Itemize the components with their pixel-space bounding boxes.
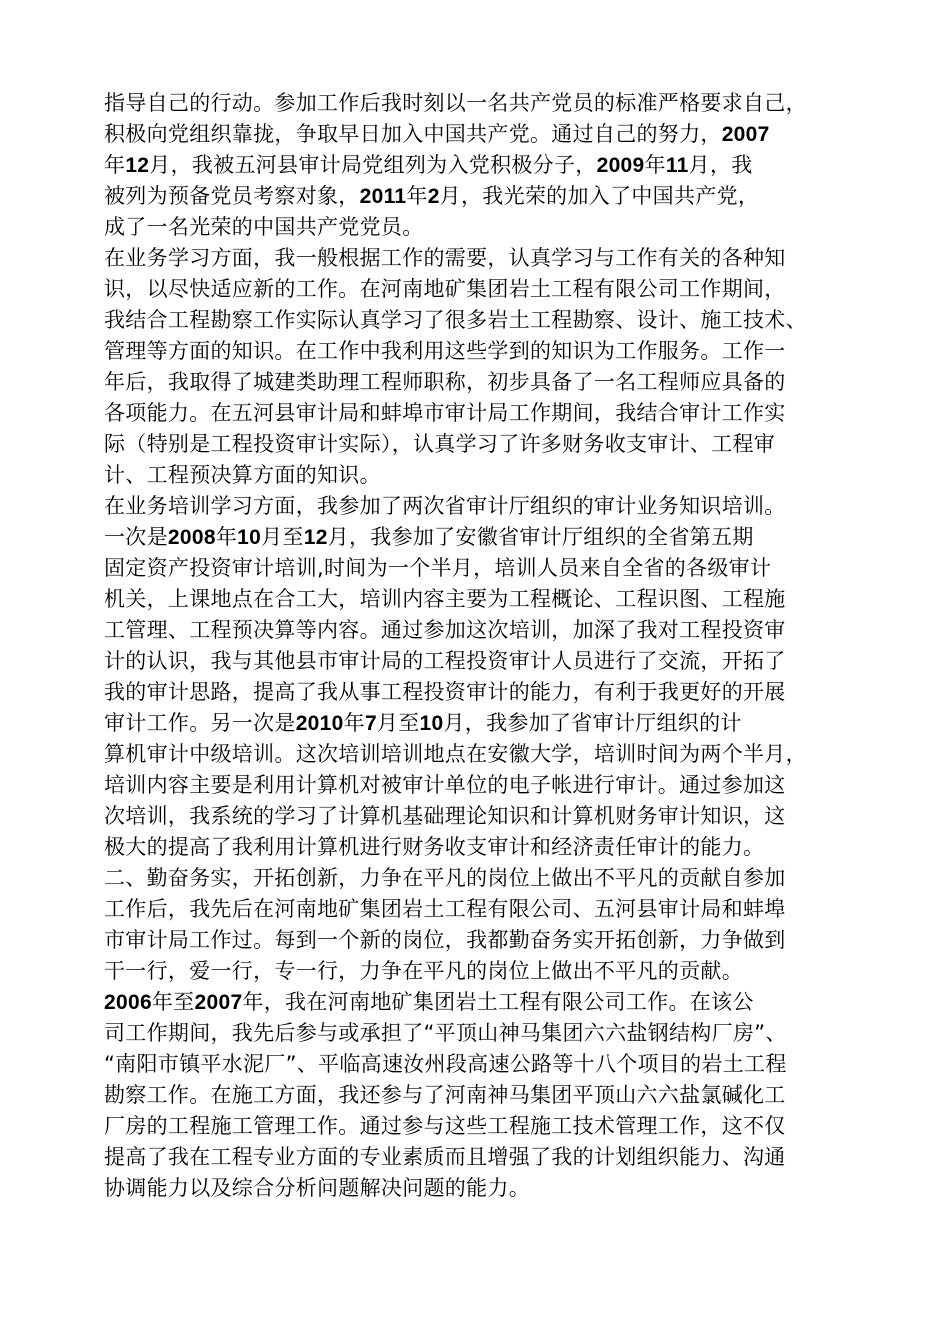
text-line: 成了一名光荣的中国共产党党员。: [104, 215, 424, 239]
document-body: [104, 88, 874, 1204]
text-line: 积极向党组织靠拢，争取早日加入中国共产党。通过自己的努力，2007: [104, 122, 770, 146]
text-line: 2006年至2007年，我在河南地矿集团岩土工程有限公司工作。在该公: [104, 990, 754, 1014]
text-line: 工作后，我先后在河南地矿集团岩土工程有限公司、五河县审计局和蚌埠: [104, 897, 786, 921]
text-line: 司工作期间，我先后参与或承担了“平顶山神马集团六六盐钢结构厂房”、: [104, 1021, 787, 1045]
text-line: 勘察工作。在施工方面，我还参与了河南神马集团平顶山六六盐氯碱化工: [104, 1083, 786, 1107]
text-line: 管理等方面的知识。在工作中我利用这些学到的知识为工作服务。工作一: [104, 339, 786, 363]
text-line: 审计工作。另一次是2010年7月至10月，我参加了省审计厅组织的计: [104, 711, 742, 735]
text-line: 年12月，我被五河县审计局党组列为入党积极分子，2009年11月，我: [104, 153, 753, 177]
text-line: 协调能力以及综合分析问题解决问题的能力。: [104, 1176, 530, 1200]
text-line: 在业务培训学习方面，我参加了两次省审计厅组织的审计业务知识培训。: [104, 494, 786, 518]
text-line: 次培训，我系统的学习了计算机基础理论知识和计算机财务审计知识，这: [104, 804, 786, 828]
text-line: 指导自己的行动。参加工作后我时刻以一名共产党员的标准严格要求自己，: [104, 91, 807, 115]
text-line: 我结合工程勘察工作实际认真学习了很多岩土工程勘察、设计、施工技术、: [104, 308, 807, 332]
text-line: 工管理、工程预决算等内容。通过参加这次培训，加深了我对工程投资审: [104, 618, 786, 642]
text-line: 培训内容主要是利用计算机对被审计单位的电子帐进行审计。通过参加这: [104, 773, 786, 797]
text-line: 计的认识，我与其他县市审计局的工程投资审计人员进行了交流，开拓了: [104, 649, 786, 673]
text-line: 算机审计中级培训。这次培训培训地点在安徽大学，培训时间为两个半月，: [104, 742, 807, 766]
text-line: 厂房的工程施工管理工作。通过参与这些工程施工技术管理工作，这不仅: [104, 1114, 786, 1138]
text-line: 提高了我在工程专业方面的专业素质而且增强了我的计划组织能力、沟通: [104, 1145, 786, 1169]
text-line: “南阳市镇平水泥厂”、平临高速汝州段高速公路等十八个项目的岩土工程: [104, 1052, 787, 1076]
text-line: 机关，上课地点在合工大，培训内容主要为工程概论、工程识图、工程施: [104, 587, 786, 611]
text-line: 二、勤奋务实，开拓创新，力争在平凡的岗位上做出不平凡的贡献自参加: [104, 866, 786, 890]
text-line: 被列为预备党员考察对象，2011年2月，我光荣的加入了中国共产党，: [104, 184, 760, 208]
text-line: 我的审计思路，提高了我从事工程投资审计的能力，有利于我更好的开展: [104, 680, 786, 704]
text-line: 一次是2008年10月至12月，我参加了安徽省审计厅组织的全省第五期: [104, 525, 754, 549]
text-line: 在业务学习方面，我一般根据工作的需要，认真学习与工作有关的各种知: [104, 246, 786, 270]
text-line: 市审计局工作过。每到一个新的岗位，我都勤奋务实开拓创新，力争做到: [104, 928, 786, 952]
text-line: 计、工程预决算方面的知识。: [104, 463, 381, 487]
text-line: 年后，我取得了城建类助理工程师职称，初步具备了一名工程师应具备的: [104, 370, 786, 394]
text-line: 各项能力。在五河县审计局和蚌埠市审计局工作期间，我结合审计工作实: [104, 401, 786, 425]
text-line: 干一行，爱一行，专一行，力争在平凡的岗位上做出不平凡的贡献。: [104, 959, 743, 983]
text-line: 极大的提高了我利用计算机进行财务收支审计和经济责任审计的能力。: [104, 835, 765, 859]
text-line: 固定资产投资审计培训,时间为一个半月，培训人员来自全省的各级审计: [104, 556, 772, 580]
text-line: 际（特别是工程投资审计实际），认真学习了许多财务收支审计、工程审: [104, 432, 776, 456]
text-line: 识，以尽快适应新的工作。在河南地矿集团岩土工程有限公司工作期间，: [104, 277, 786, 301]
